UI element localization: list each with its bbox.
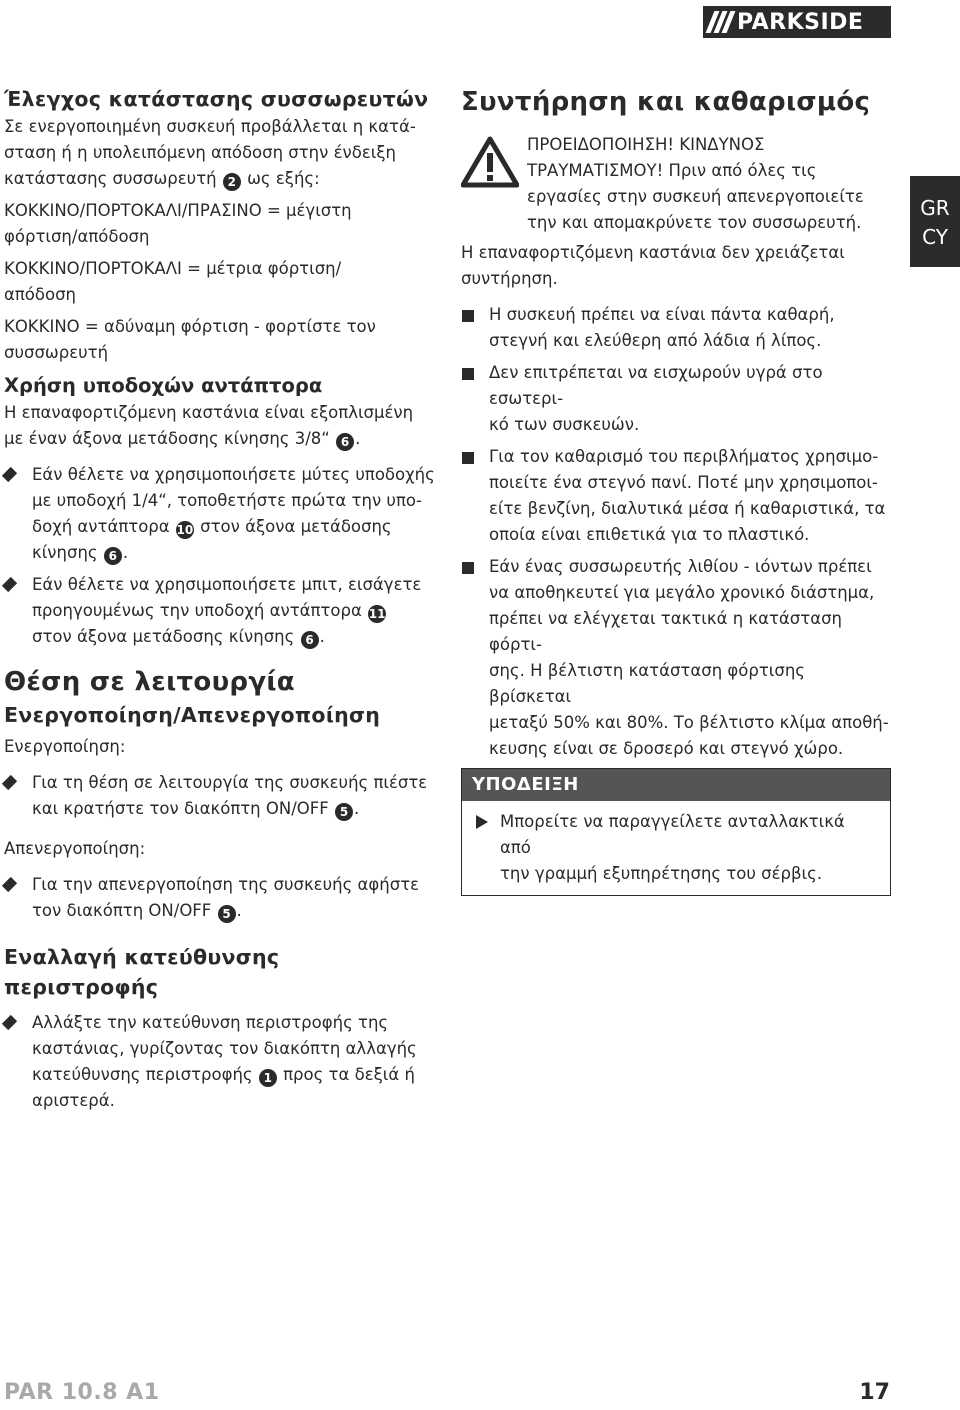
text-line: προς τα δεξιά ή	[283, 1065, 415, 1084]
ref-number-badge: 5	[218, 905, 236, 923]
language-tab	[910, 176, 960, 267]
text-line: ΤΡΑΥΜΑΤΙΣΜΟΥ! Πριν από όλες τις	[527, 161, 817, 180]
text-line: καστάνιας, γυρίζοντας τον διακόπτη αλλαγής	[32, 1039, 417, 1058]
warning-triangle-icon	[461, 132, 527, 236]
text-line: στον άξονα μετάδοσης κίνησης	[32, 627, 295, 646]
ref-number-badge: 6	[336, 433, 354, 451]
ref-number-badge: 5	[335, 803, 353, 821]
diamond-bullet-icon	[2, 775, 17, 790]
text-line: σταση ή η υπολειπόμενη απόδοση στην ένδειξη	[4, 143, 396, 162]
list-item	[461, 554, 891, 762]
diamond-bullet-icon	[2, 467, 17, 482]
text-line: φόρτιση/απόδοση	[4, 227, 150, 246]
list-item	[461, 444, 891, 548]
direction-bullet	[4, 1010, 440, 1114]
note-box	[461, 768, 891, 896]
text-line: ΠΡΟΕΙΔΟΠΟΙΗΣΗ! ΚΙΝΔΥΝΟΣ	[527, 135, 765, 154]
switch-on-bullet: Για τη θέση σε λειτουργία της συσκευής πιέστε και κρατήστε τον διακόπτη ON/OFF 5 .	[4, 770, 440, 822]
diamond-bullet-icon	[2, 877, 17, 892]
battery-status-heading: Έλεγχος κατάστασης συσσωρευτών	[4, 87, 429, 111]
text-line: στεγνή και ελεύθερη από λάδια ή λίπος.	[489, 331, 822, 350]
text-line: Δεν επιτρέπεται να εισχωρούν υγρά στο εσωτερι-	[489, 363, 823, 408]
text-line: συντήρηση.	[461, 269, 558, 288]
square-bullet-icon	[462, 562, 474, 574]
square-bullet-icon	[462, 452, 474, 464]
text-line: ΚΟΚΚΙΝΟ = αδύναμη φόρτιση - φορτίστε τον	[4, 317, 376, 336]
text-line: Για τη θέση σε λειτουργία της συσκευής πιέστε	[32, 773, 428, 792]
lang-code-cy: CY	[922, 225, 948, 249]
text-line: σης. Η βέλτιστη κατάσταση φόρτισης βρίσκεται	[489, 661, 805, 706]
square-bullet-icon	[462, 368, 474, 380]
arrow-bullet-icon	[476, 815, 488, 829]
text-line: Για την απενεργοποίηση της συσκευής αφήστε	[32, 875, 420, 894]
note-body	[462, 801, 890, 895]
text-line: κευσης είναι σε δροσερό και στεγνό χώρο.	[489, 739, 844, 758]
warning-block	[461, 132, 891, 236]
switch-off-bullet: Για την απενεργοποίηση της συσκευής αφήστε τον διακόπτη ON/OFF 5 .	[4, 872, 440, 924]
text-line: στον άξονα μετάδοσης	[200, 517, 392, 536]
switch-on-label: Ενεργοποίηση:	[4, 737, 126, 756]
text-line: συσσωρευτή	[4, 343, 109, 362]
left-column	[4, 84, 440, 1114]
text-line: Εάν θέλετε να χρησιμοποιήσετε μπιτ, εισάγετε	[32, 575, 422, 594]
ref-number-badge: 11	[368, 607, 386, 621]
text-line: αριστερά.	[32, 1091, 115, 1110]
parkside-logo	[703, 6, 891, 38]
adapter-heading: Χρήση υποδοχών αντάπτορα	[4, 374, 323, 397]
text-line: μεταξύ 50% και 80%. Το βέλτιστο κλίμα αποθή-	[489, 713, 889, 732]
operation-heading: Θέση σε λειτουργία	[4, 667, 295, 697]
operation-subheading: Ενεργοποίηση/Απενεργοποίηση	[4, 703, 381, 727]
text-line: προηγουμένως την υποδοχή αντάπτορα	[32, 601, 362, 620]
list-item	[461, 302, 891, 354]
footer-model: PAR 10.8 A1	[4, 1380, 160, 1405]
text-line: ποιείτε ένα στεγνό πανί. Ποτέ μην χρησιμοποι-	[489, 473, 878, 492]
text-line: ΚΟΚΚΙΝΟ/ΠΟΡΤΟΚΑΛΙ = μέτρια φόρτιση/	[4, 259, 342, 278]
text-line: με έναν άξονα μετάδοσης κίνησης 3/8“	[4, 429, 330, 448]
text-line: κό των συσκευών.	[489, 415, 640, 434]
logo-slashes-icon	[710, 11, 731, 33]
note-title: ΥΠΟΔΕΙΞΗ	[462, 769, 890, 801]
lang-code-gr: GR	[920, 196, 950, 220]
text-line: Μπορείτε να παραγγείλετε ανταλλακτικά από	[500, 812, 845, 857]
text-line: Η επαναφορτιζόμενη καστάνια είναι εξοπλισμένη	[4, 403, 414, 422]
text-line: Για τον καθαρισμό του περιβλήματος χρησιμο-	[489, 447, 879, 466]
text-line: δοχή αντάπτορα	[32, 517, 170, 536]
maintenance-heading: Συντήρηση και καθαρισμός	[461, 87, 871, 117]
right-column	[461, 84, 891, 896]
ref-number-badge: 10	[176, 523, 194, 537]
text-line: την και απομακρύνετε τον συσσωρευτή.	[527, 213, 862, 232]
status-medium	[4, 256, 440, 308]
switch-off-label: Απενεργοποίηση:	[4, 839, 146, 858]
status-full	[4, 198, 440, 250]
text-line: κίνησης	[32, 543, 98, 562]
warning-text	[527, 132, 891, 236]
list-item	[461, 360, 891, 438]
text-line: κατεύθυνσης περιστροφής	[32, 1065, 253, 1084]
adapter-bullet-1: Εάν θέλετε να χρησιμοποιήσετε μύτες υποδοχής με υποδοχή 1/4“, τοποθετήστε πρώτα την υπο- δοχή αντάπτορα 10 στον άξονα μετάδοσης κίνησης 6 .	[4, 462, 440, 566]
direction-heading: Εναλλαγή κατεύθυνσης περιστροφής	[4, 945, 280, 999]
status-low	[4, 314, 440, 366]
text-line: να αποθηκευτεί για μεγάλο χρονικό διάστημα,	[489, 583, 875, 602]
page-number: 17	[859, 1380, 890, 1405]
square-bullet-icon	[462, 310, 474, 322]
text-line: Αλλάξτε την κατεύθυνση περιστροφής της	[32, 1013, 389, 1032]
text-line: Εάν ένας συσσωρευτής λιθίου - ιόντων πρέπει	[489, 557, 872, 576]
ref-number-badge: 2	[223, 173, 241, 191]
adapter-intro: Η επαναφορτιζόμενη καστάνια είναι εξοπλισμένη με έναν άξονα μετάδοσης κίνησης 3/8“ 6 .	[4, 403, 414, 449]
text-line: ως εξής:	[247, 169, 320, 188]
battery-status-intro	[4, 114, 440, 192]
text-line: κατάστασης συσσωρευτή	[4, 169, 217, 188]
text-line: και κρατήστε τον διακόπτη ON/OFF	[32, 799, 329, 818]
text-line: Σε ενεργοποιημένη συσκευή προβάλλεται η κατά-	[4, 117, 416, 136]
text-line: οποία είναι επιθετικά για το πλαστικό.	[489, 525, 810, 544]
text-line: είτε βενζίνη, διαλυτικά μέσα ή καθαριστικά, τα	[489, 499, 886, 518]
text-line: Εάν θέλετε να χρησιμοποιήσετε μύτες υποδοχής	[32, 465, 435, 484]
text-line: Η συσκευή πρέπει να είναι πάντα καθαρή,	[489, 305, 835, 324]
text-line: την γραμμή εξυπηρέτησης του σέρβις.	[500, 864, 823, 883]
text-line: πρέπει να ελέγχεται τακτικά η κατάσταση φόρτι-	[489, 609, 842, 654]
text-line: απόδοση	[4, 285, 77, 304]
text-line: Η επαναφορτιζόμενη καστάνια δεν χρειάζεται	[461, 243, 845, 262]
diamond-bullet-icon	[2, 1015, 17, 1030]
brand-name: PARKSIDE	[737, 9, 864, 35]
text-line: εργασίες στην συσκευή απενεργοποιείτε	[527, 187, 864, 206]
text-line: τον διακόπτη ON/OFF	[32, 901, 212, 920]
ref-number-badge: 6	[301, 631, 319, 649]
text-line: ΚΟΚΚΙΝΟ/ΠΟΡΤΟΚΑΛΙ/ΠΡΑΣΙΝΟ = μέγιστη	[4, 201, 352, 220]
maintenance-intro	[461, 240, 891, 292]
ref-number-badge: 1	[259, 1069, 277, 1087]
diamond-bullet-icon	[2, 577, 17, 592]
adapter-bullet-2: Εάν θέλετε να χρησιμοποιήσετε μπιτ, εισάγετε προηγουμένως την υποδοχή αντάπτορα 11 στον άξονα μετάδοσης κίνησης 6 .	[4, 572, 440, 650]
ref-number-badge: 6	[104, 547, 122, 565]
text-line: με υποδοχή 1/4“, τοποθετήστε πρώτα την υπο-	[32, 491, 422, 510]
